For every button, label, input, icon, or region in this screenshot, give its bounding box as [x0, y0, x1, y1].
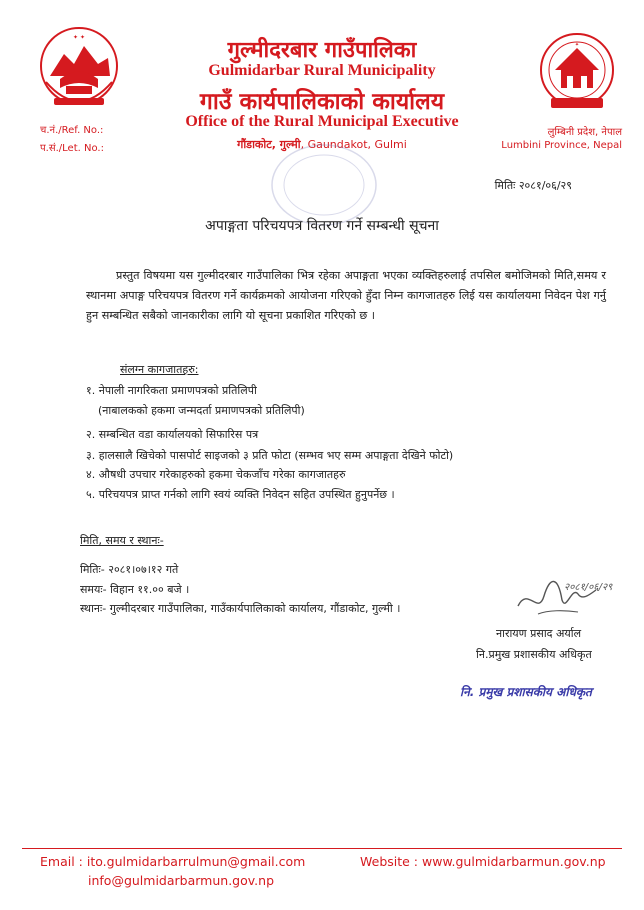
office-address: गौंडाकोट, गुल्मी, Gaundakot, Gulmi	[237, 138, 407, 151]
municipality-name-english: Gulmidarbar Rural Municipality	[208, 62, 436, 79]
email-link-secondary[interactable]: info@gulmidarbarmun.gov.np	[88, 873, 275, 888]
schedule-date: मितिः- २०८१।०७।१२ गते	[80, 563, 179, 576]
website-link[interactable]: www.gulmidarbarmun.gov.np	[422, 854, 606, 869]
attachment-item: ५. परिचयपत्र प्राप्त गर्नको लागि स्वयं व्यक्ति निवेदन सहित उपस्थित हुनुपर्नेछ ।	[86, 488, 395, 501]
attachment-item: ४. औषधी उपचार गरेकाहरुको हकमा चेकजाँच गरेका कागजातहरु	[86, 468, 346, 481]
ref-number-label: च.नं./Ref. No.:	[40, 125, 104, 136]
schedule-time: समयः- विहान ११.०० बजे ।	[80, 583, 190, 596]
attachments-heading: संलग्न कागजातहरु:	[120, 363, 199, 376]
address-english: Gaundakot, Gulmi	[307, 138, 407, 151]
municipality-name-nepali: गुल्मीदरबार गाउँपालिका	[227, 38, 417, 63]
schedule-heading: मिति, समय र स्थानः-	[80, 534, 164, 547]
address-nepali: गौंडाकोट, गुल्मी	[237, 138, 301, 151]
office-name-nepali: गाउँ कार्यपालिकाको कार्यालय	[199, 89, 445, 115]
notice-subject: अपाङ्गता परिचयपत्र वितरण गर्ने सम्बन्धी सूचना	[205, 218, 439, 234]
handwritten-signature	[508, 566, 613, 622]
email-label: Email :	[40, 854, 83, 869]
designation-stamp: नि. प्रमुख प्रशासकीय अधिकृत	[460, 685, 592, 699]
schedule-place: स्थानः- गुल्मीदरबार गाउँपालिका, गाउँकार्यपालिकाको कार्यालय, गौंडाकोट, गुल्मी ।	[80, 602, 401, 615]
attachment-item: २. सम्बन्धित वडा कार्यालयको सिफारिस पत्र	[86, 428, 259, 441]
footer-email	[40, 854, 305, 869]
email-link-primary[interactable]: ito.gulmidarbarrulmun@gmail.com	[86, 854, 306, 869]
website-label: Website :	[360, 854, 419, 869]
province-english: Lumbini Province, Nepal	[501, 140, 622, 151]
signatory-name: नारायण प्रसाद अर्याल	[496, 627, 582, 640]
notice-body-paragraph: प्रस्तुत विषयमा यस गुल्मीदरबार गाउँपालिका भित्र रहेका अपाङ्गता भएका व्यक्तिहरुलाई तपसिल बमोजिमको मिति,समय र स्थानमा अपाङ्ग परिचयपत्र वितरण गर्ने कार्यक्रमको आयोजना गरिएको हुँदा निम्न कागजातहरु लिई यस कार्यालयमा निवेदन पेश गर्नु हुन सम्बन्धित सबैको जानकारीका लागि यो सूचना प्रकाशित गरिएको छ ।	[86, 269, 606, 322]
footer-website	[360, 854, 606, 869]
letter-number-label: प.सं./Let. No.:	[40, 143, 104, 154]
province-nepali: लुम्बिनी प्रदेश, नेपाल	[547, 127, 622, 138]
notice-date: मितिः २०८१/०६/२९	[494, 179, 572, 192]
svg-text:✦ ✦: ✦ ✦	[73, 34, 85, 41]
attachment-item: ३. हालसालै खिचेको पासपोर्ट साइजको ३ प्रति फोटा (सम्भव भए सम्म अपाङ्गता देखिने फोटो)	[86, 449, 454, 462]
footer-divider	[22, 848, 622, 849]
svg-text:✦: ✦	[574, 42, 580, 48]
signatory-title: नि.प्रमुख प्रशासकीय अधिकृत	[476, 648, 592, 661]
attachment-item: १. नेपाली नागरिकता प्रमाणपत्रको प्रतिलिपी	[86, 384, 257, 397]
office-name-english: Office of the Rural Municipal Executive	[185, 113, 459, 130]
attachment-item: (नाबालकको हकमा जन्मदर्ता प्रमाणपत्रको प्रतिलिपी)	[98, 404, 305, 417]
signature-date: २०८१/०६/२९	[564, 582, 613, 593]
